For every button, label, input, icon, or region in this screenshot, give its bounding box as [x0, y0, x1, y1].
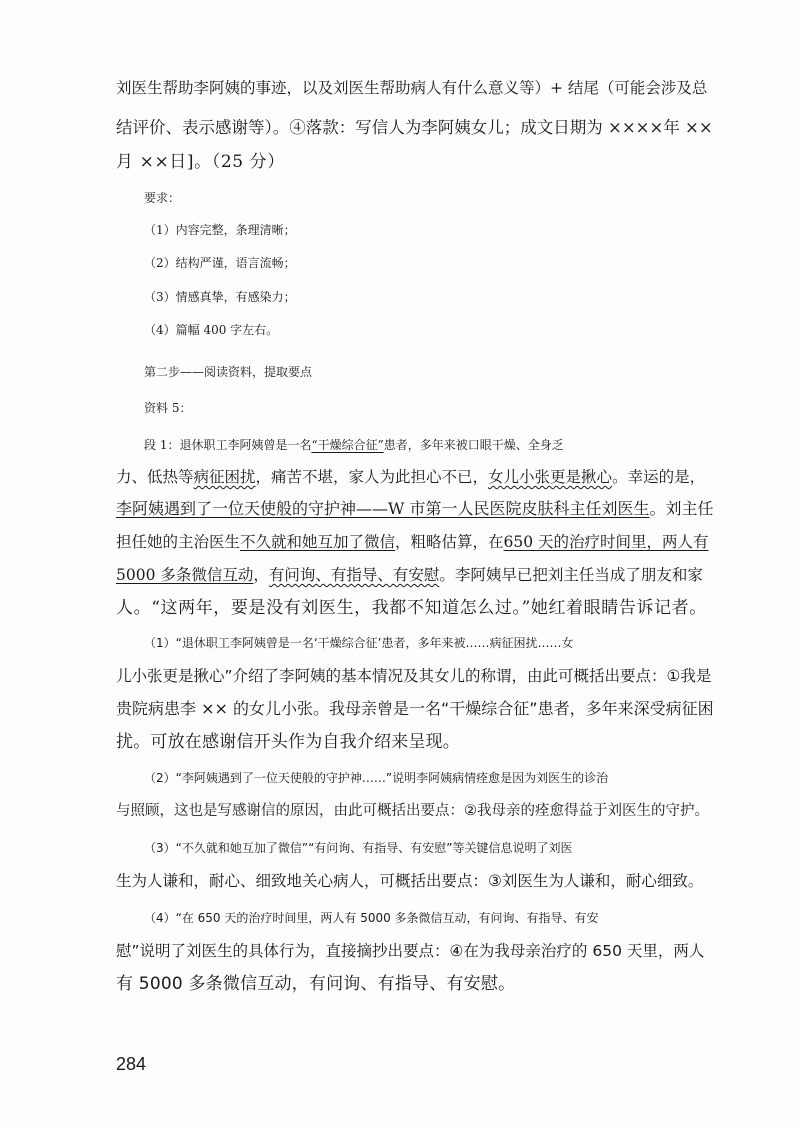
- wavy-underlined-phrase: 有问询、有指导、有安慰: [268, 566, 440, 584]
- analysis-4-line-3: 有 5000 多条微信互动，有问询、有指导、有安慰。: [116, 974, 516, 994]
- analysis-4-line-1: （4）“在 650 天的治疗时间里，两人有 5000 多条微信互动，有问询、有指导、有安: [144, 911, 599, 925]
- requirement-item-4: （4）篇幅 400 字左右。: [144, 323, 279, 337]
- intro-line-1: 刘医生帮助李阿姨的事迹，以及刘医生帮助病人有什么意义等）+ 结尾（可能会涉及总: [116, 79, 708, 97]
- analysis-2-line-1: （2）“李阿姨遇到了一位天使般的守护神……”说明李阿姨病情痊愈是因为刘医生的诊治: [144, 771, 609, 785]
- material-label: 资料 5：: [144, 401, 192, 415]
- intro-line-3: 月 ××日]。（25 分）: [116, 152, 285, 172]
- para1-line-4: 担任她的主治医生不久就和她互加了微信，粗略估算，在650 天的治疗时间里，两人有: [116, 533, 709, 551]
- analysis-1-line-4: 扰。可放在感谢信开头作为自我介绍来呈现。: [116, 732, 460, 752]
- para1-line-2: 力、低热等病征困扰，痛苦不堪，家人为此担心不已，女儿小张更是揪心。幸运的是，: [116, 468, 706, 486]
- para1-line-1: 段 1：退休职工李阿姨曾是一名“干燥综合征”患者，多年来被口眼干燥、全身乏: [144, 438, 564, 452]
- underlined-phrase: 李阿姨遇到了一位天使般的守护神——W 市第一人民医院皮肤科主任刘医生: [116, 499, 650, 518]
- analysis-2-line-2: 与照顾，这也是写感谢信的原因，由此可概括出要点：②我母亲的痊愈得益于刘医生的守护。: [116, 803, 709, 819]
- requirement-item-1: （1）内容完整，条理清晰；: [144, 223, 296, 237]
- para1-line-6: 人。“这两年，要是没有刘医生，我都不知道怎么过。”她红着眼睛告诉记者。: [116, 598, 707, 618]
- analysis-1-line-3: 贵院病患李 ×× 的女儿小张。我母亲曾是一名“干燥综合征”患者，多年来深受病征困: [116, 699, 714, 718]
- wavy-underlined-phrase: 病征困扰: [193, 468, 256, 486]
- analysis-4-line-2: 慰”说明了刘医生的具体行为，直接摘抄出要点：④在为我母亲治疗的 650 天里，两人: [116, 942, 705, 960]
- underlined-phrase: 不久就和她互加了微信: [240, 533, 396, 551]
- step2-title: 第二步——阅读资料，提取要点: [144, 365, 313, 379]
- requirements-title: 要求：: [144, 191, 181, 205]
- requirement-item-2: （2）结构严谨，语言流畅；: [144, 256, 296, 270]
- wavy-underlined-phrase: 女儿小张更是揪心: [488, 468, 613, 486]
- underlined-phrase: “干燥综合征”: [311, 438, 384, 452]
- analysis-3-line-2: 生为人谦和，耐心、细致地关心病人，可概括出要点：③刘医生为人谦和，耐心细致。: [116, 872, 704, 890]
- underlined-phrase: 5000 多条微信互动: [116, 566, 254, 584]
- para1-line-3: 李阿姨遇到了一位天使般的守护神——W 市第一人民医院皮肤科主任刘医生。刘主任: [116, 499, 714, 518]
- requirement-item-3: （3）情感真挚，有感染力；: [144, 290, 296, 304]
- intro-line-2: 结评价、表示感谢等）。④落款：写信人为李阿姨女儿；成文日期为 ××××年 ××: [116, 118, 713, 137]
- underlined-phrase: 650 天的治疗时间里，两人有: [503, 533, 709, 551]
- para1-line-5: 5000 多条微信互动，有问询、有指导、有安慰。李阿姨早已把刘主任当成了朋友和家: [116, 566, 703, 584]
- page-number: 284: [116, 1054, 147, 1074]
- analysis-3-line-1: （3）“不久就和她互加了微信”“有问询、有指导、有安慰”等关键信息说明了刘医: [144, 841, 573, 855]
- analysis-1-line-2: 儿小张更是揪心”介绍了李阿姨的基本情况及其女儿的称谓，由此可概括出要点：①我是: [116, 667, 712, 685]
- analysis-1-line-1: （1）“退休职工李阿姨曾是一名‘干燥综合征’患者，多年来被……病征困扰……女: [144, 636, 574, 650]
